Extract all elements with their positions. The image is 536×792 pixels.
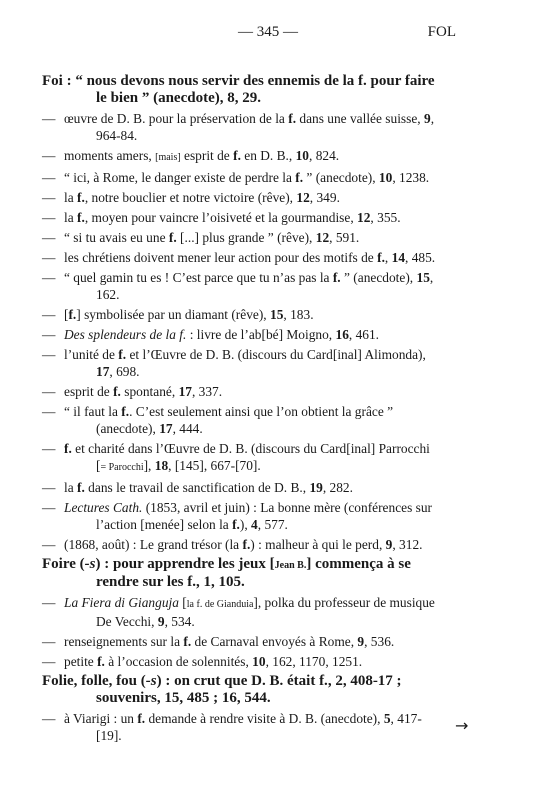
entry-dash: —	[42, 347, 56, 362]
entry-dash: —	[42, 654, 56, 669]
entry-dash: —	[42, 404, 56, 419]
index-subentry: — (1868, août) : Le grand trésor (la f.) : malheur à qui le perd, 9, 312.	[42, 537, 423, 552]
index-subentry: — esprit de f. spontané, 17, 337.	[42, 384, 223, 399]
index-subentry: — Lectures Cath. (1853, avril et juin) : La bonne mère (conférences sur l’action [menée] selon la f.), 4, 577.	[42, 500, 433, 532]
entry-dash: —	[42, 711, 56, 726]
index-subentry: — [f.] symbolisée par un diamant (rêve), 15, 183.	[42, 307, 314, 322]
index-subentry: — petite f. à l’occasion de solennités, 10, 162, 1170, 1251.	[42, 654, 363, 669]
index-subentry: — “ si tu avais eu une f. [...] plus grande ” (rêve), 12, 591.	[42, 230, 360, 245]
entry-dash: —	[42, 480, 56, 495]
entry-dash: —	[42, 327, 56, 342]
entry-dash: —	[42, 384, 56, 399]
entry-dash: —	[42, 230, 56, 245]
index-subentry: — moments amers, [mais] esprit de f. en D. B., 10, 824.	[42, 148, 340, 163]
index-subentry: — à Viarigi : un f. demande à rendre visite à D. B. (anecdote), 5, 417-[19].	[42, 711, 422, 743]
entry-dash: —	[42, 270, 56, 285]
index-subentry: — “ ici, à Rome, le danger existe de perdre la f. ” (anecdote), 10, 1238.	[42, 170, 430, 185]
entry-dash: —	[42, 595, 56, 610]
entry-dash: —	[42, 190, 56, 205]
index-subentry: — renseignements sur la f. de Carnaval envoyés à Rome, 9, 536.	[42, 634, 395, 649]
index-entries	[42, 73, 442, 747]
index-subentry: — f. et charité dans l’Œuvre de D. B. (discours du Card[inal] Parrocchi [= Parocchi], 18, [145], 667-[70].	[42, 441, 430, 473]
entry-dash: —	[42, 148, 56, 163]
index-subentry: — la f., moyen pour vaincre l’oisiveté et la gourmandise, 12, 355.	[42, 210, 401, 225]
entry-dash: —	[42, 500, 56, 515]
entry-dash: —	[42, 210, 56, 225]
continue-arrow-icon: →	[455, 716, 469, 735]
running-head-keyword: FOL	[427, 24, 456, 40]
entry-dash: —	[42, 170, 56, 185]
index-subentry: — la f. dans le travail de sanctification de D. B., 19, 282.	[42, 480, 353, 495]
entry-dash: —	[42, 250, 56, 265]
entry-dash: —	[42, 634, 56, 649]
entry-dash: —	[42, 307, 56, 322]
index-subentry: — “ quel gamin tu es ! C’est parce que tu n’as pas la f. ” (anecdote), 15, 162.	[42, 270, 434, 302]
index-subentry: — “ il faut la f.. C’est seulement ainsi que l’on obtient la grâce ” (anecdote), 17, 444.	[42, 404, 394, 436]
index-headword-entry: Foire (-s) : pour apprendre les jeux [Jean B.] commença à se rendre sur les f., 1, 105.	[42, 556, 411, 590]
index-subentry: — La Fiera di Gianguja [la f. de Gianduia], polka du professeur de musique De Vecchi, 9, 534.	[42, 595, 435, 629]
entry-dash: —	[42, 537, 56, 552]
index-subentry: — la f., notre bouclier et notre victoire (rêve), 12, 349.	[42, 190, 340, 205]
index-subentry: — œuvre de D. B. pour la préservation de la f. dans une vallée suisse, 9, 964-84.	[42, 111, 435, 143]
index-subentry: — Des splendeurs de la f. : livre de l’ab[bé] Moigno, 16, 461.	[42, 327, 380, 342]
index-subentry: — les chrétiens doivent mener leur action pour des motifs de f., 14, 485.	[42, 250, 436, 265]
index-headword-entry: Foi : “ nous devons nous servir des ennemis de la f. pour faire le bien ” (anecdote), 8, 29.	[42, 73, 435, 106]
entry-dash: —	[42, 441, 56, 456]
entry-dash: —	[42, 111, 56, 126]
index-subentry: — l’unité de f. et l’Œuvre de D. B. (discours du Card[inal] Alimonda), 17, 698.	[42, 347, 426, 379]
index-headword-entry: Folie, folle, fou (-s) : on crut que D. B. était f., 2, 408-17 ; souvenirs, 15, 485 ; 16, 544.	[42, 673, 402, 706]
page-number: — 345 —	[238, 24, 298, 40]
